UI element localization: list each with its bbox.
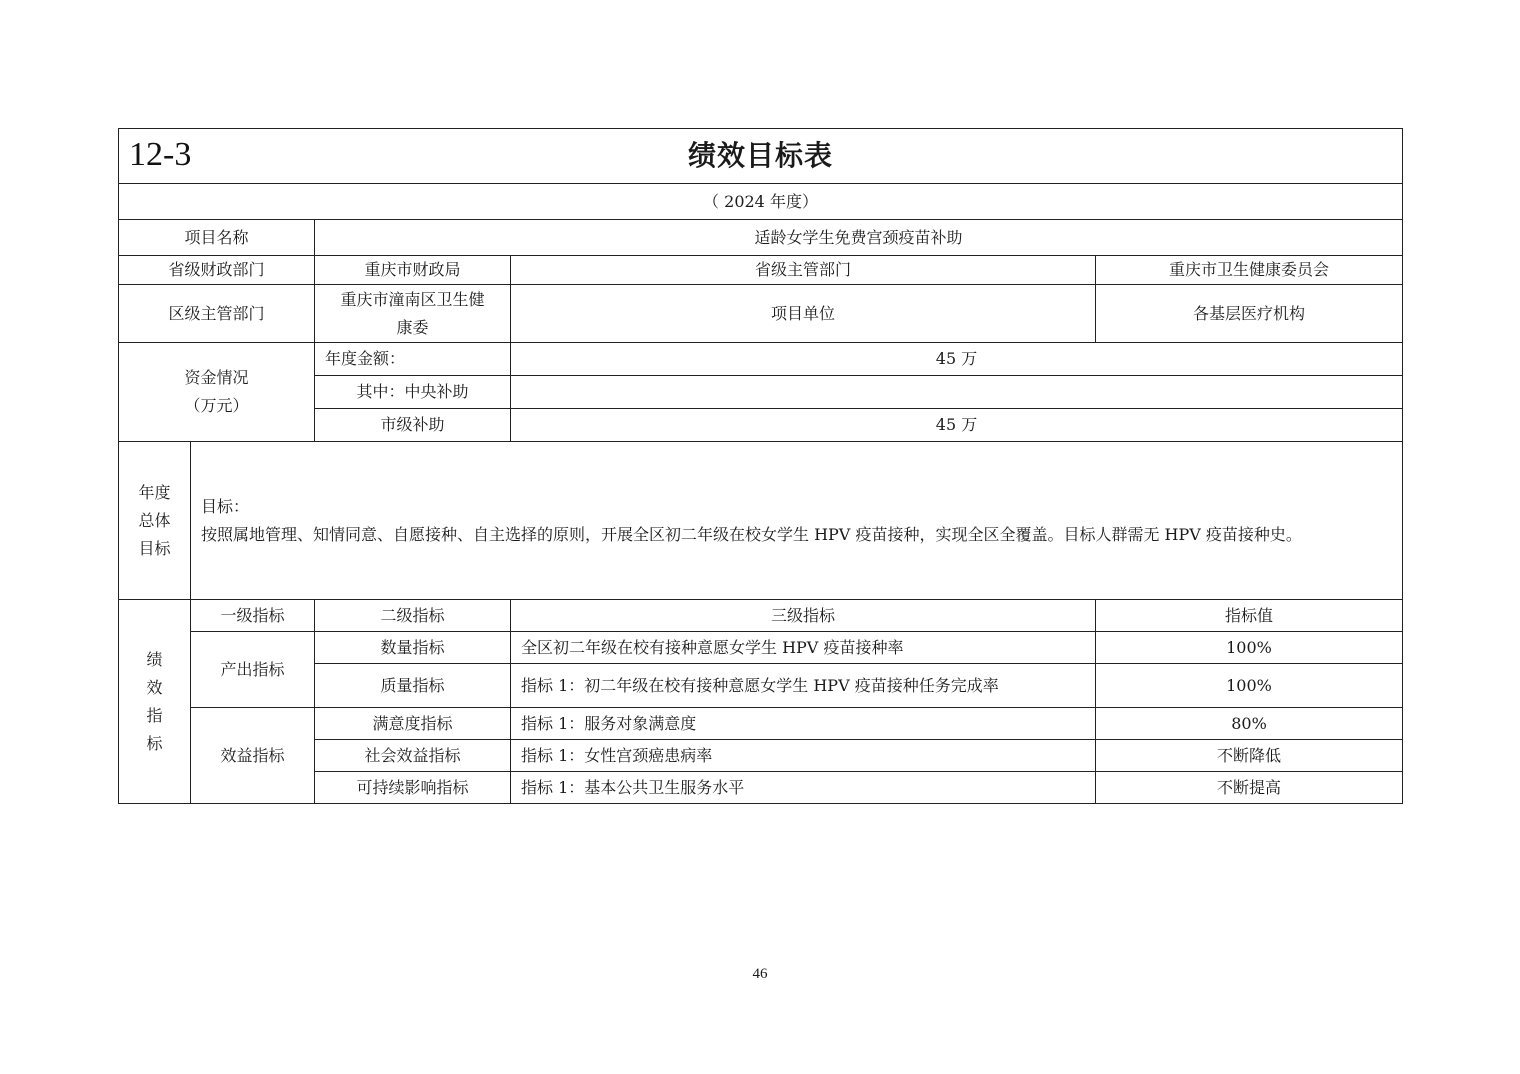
indicator-value: 不断提高 [1096, 772, 1403, 804]
indicator-level1-benefit: 效益指标 [191, 708, 315, 804]
table-title: 绩效目标表 [687, 139, 833, 172]
indicator-value: 不断降低 [1096, 740, 1403, 772]
indicator-level2: 可持续影响指标 [315, 772, 511, 804]
provincial-finance-label: 省级财政部门 [119, 256, 315, 285]
funding-city-value: 45 万 [511, 409, 1403, 442]
provincial-supervisor-value: 重庆市卫生健康委员会 [1096, 256, 1403, 285]
indicator-level3: 指标 1：基本公共卫生服务水平 [511, 772, 1096, 804]
goal-label: 年度 总体 目标 [119, 442, 191, 600]
indicator-level3: 指标 1：女性宫颈癌患病率 [511, 740, 1096, 772]
district-row [119, 285, 1403, 343]
table-code: 12-3 [129, 136, 192, 173]
indicator-header-level2: 二级指标 [315, 600, 511, 632]
project-name-label: 项目名称 [119, 220, 315, 256]
table-row [119, 708, 1403, 740]
funding-central-value [511, 376, 1403, 409]
indicator-value: 80% [1096, 708, 1403, 740]
district-supervisor-label: 区级主管部门 [119, 285, 315, 343]
goal-content [191, 442, 1403, 600]
indicator-level2: 质量指标 [315, 664, 511, 708]
title-cell [119, 129, 1403, 184]
indicator-level1-output: 产出指标 [191, 632, 315, 708]
indicator-level3: 全区初二年级在校有接种意愿女学生 HPV 疫苗接种率 [511, 632, 1096, 664]
indicator-level2: 社会效益指标 [315, 740, 511, 772]
project-unit-value: 各基层医疗机构 [1096, 285, 1403, 343]
indicator-header-level1: 一级指标 [191, 600, 315, 632]
project-unit-label: 项目单位 [511, 285, 1096, 343]
funding-annual-label: 年度金额： [315, 343, 511, 376]
goal-heading: 目标： [201, 496, 250, 516]
indicator-header-value: 指标值 [1096, 600, 1403, 632]
indicator-level2: 数量指标 [315, 632, 511, 664]
funding-label: 资金情况 （万元） [119, 343, 315, 442]
project-name-row [119, 220, 1403, 256]
page-number: 46 [752, 966, 768, 982]
year-cell: （ 2024 年度） [119, 184, 1403, 220]
project-name-value: 适龄女学生免费宫颈疫苗补助 [315, 220, 1403, 256]
goal-text: 按照属地管理、知情同意、自愿接种、自主选择的原则，开展全区初二年级在校女学生 HPV 疫苗接种，实现全区全覆盖。目标人群需无 HPV 疫苗接种史。 [201, 524, 1302, 544]
provincial-finance-value: 重庆市财政局 [315, 256, 511, 285]
district-supervisor-value: 重庆市潼南区卫生健康委 [315, 285, 511, 343]
indicator-header-level3: 三级指标 [511, 600, 1096, 632]
funding-annual-value: 45 万 [511, 343, 1403, 376]
indicator-level3: 指标 1：初二年级在校有接种意愿女学生 HPV 疫苗接种任务完成率 [511, 664, 1096, 708]
indicator-level3: 指标 1：服务对象满意度 [511, 708, 1096, 740]
provincial-supervisor-label: 省级主管部门 [511, 256, 1096, 285]
goal-row [119, 442, 1403, 600]
performance-target-sheet [118, 128, 1402, 804]
indicator-section-label: 绩 效 指 标 [119, 600, 191, 804]
funding-central-label: 其中：中央补助 [315, 376, 511, 409]
provincial-row [119, 256, 1403, 285]
year-row [119, 184, 1403, 220]
indicator-header-row [119, 600, 1403, 632]
indicator-value: 100% [1096, 632, 1403, 664]
indicator-level2: 满意度指标 [315, 708, 511, 740]
funding-annual-row [119, 343, 1403, 376]
table-row [119, 632, 1403, 664]
indicator-value: 100% [1096, 664, 1403, 708]
title-row [119, 129, 1403, 184]
funding-city-label: 市级补助 [315, 409, 511, 442]
performance-target-table [118, 128, 1403, 804]
